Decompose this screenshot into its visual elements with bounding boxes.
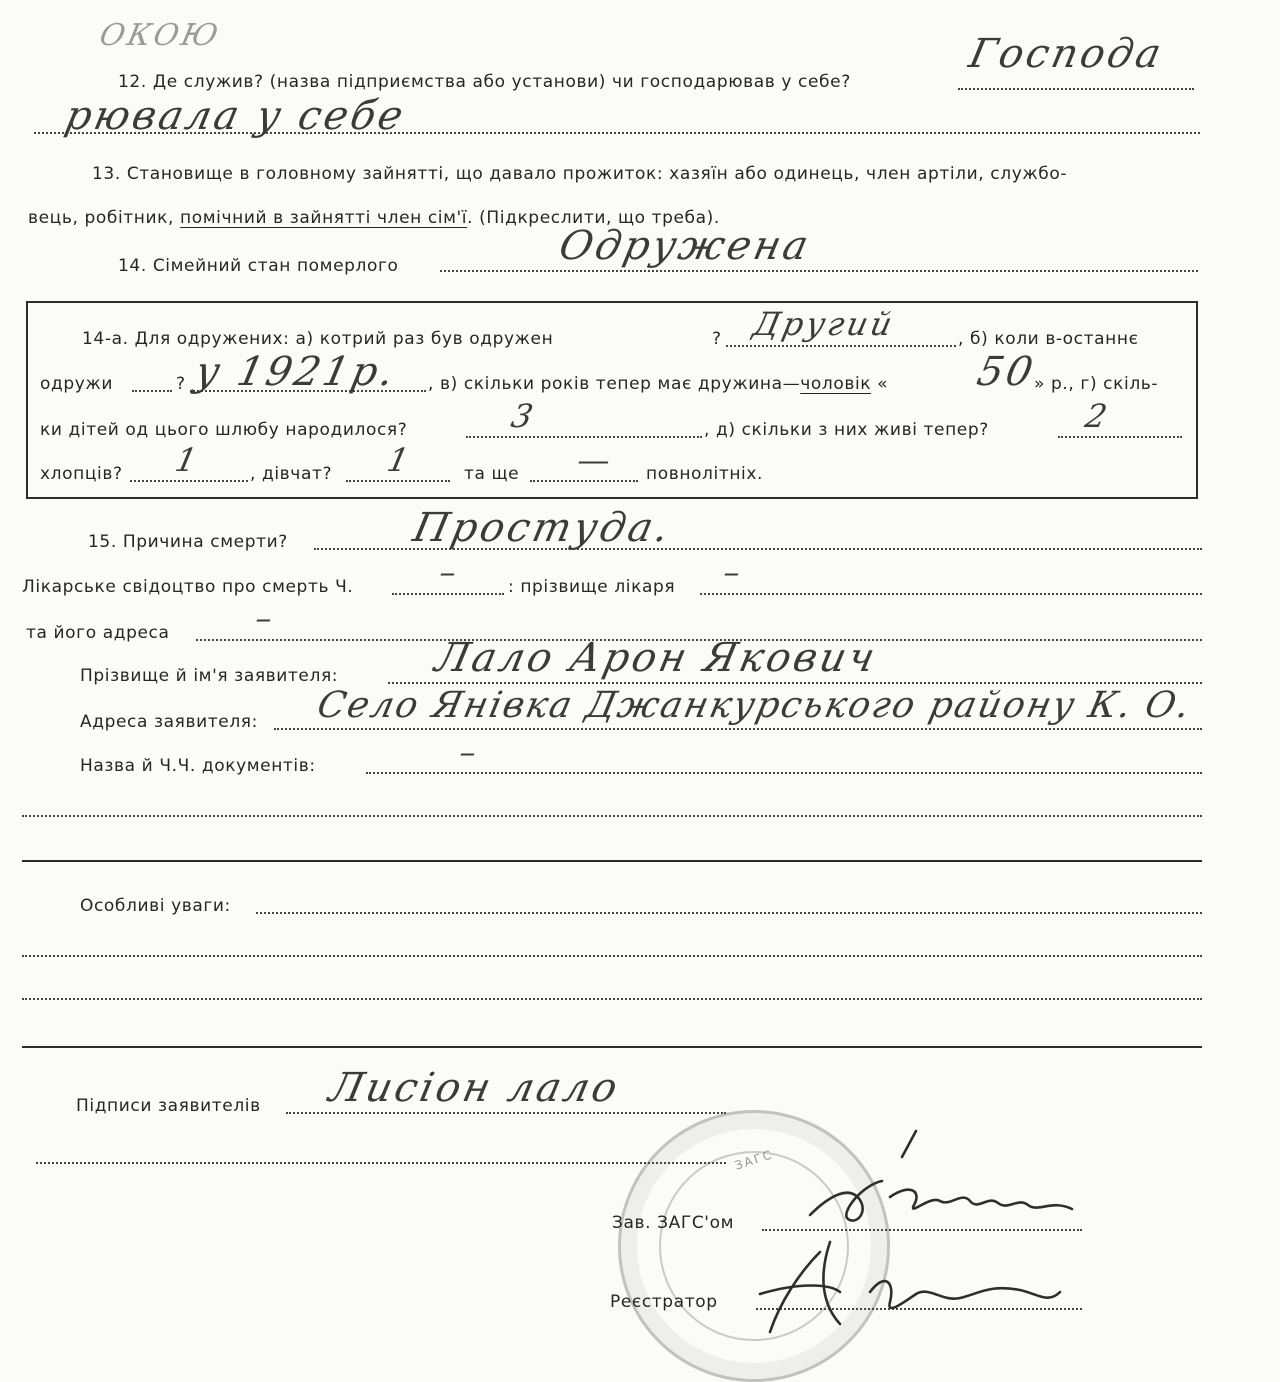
q14a-line2-q: ? — [176, 374, 186, 394]
medical-doctor-line — [700, 593, 1202, 595]
q13-options-b: . (Підкреслити, що треба). — [467, 208, 720, 228]
q14a-line1-a: 14-а. Для одружених: а) котрий раз був одружен — [82, 329, 554, 349]
q14a-line1-dots — [726, 345, 956, 347]
q14a-ans-boys: 1 — [171, 441, 204, 479]
signatures-value: Лисіон лало — [325, 1065, 625, 1111]
section-divider-1 — [22, 860, 1202, 862]
declarant-address-line — [274, 728, 1202, 730]
head-label: Зав. ЗАГС'ом — [612, 1213, 735, 1233]
medical-num-line — [392, 593, 504, 595]
q14a-ans-more: — — [573, 441, 618, 479]
declarant-docs-value: – — [455, 733, 484, 771]
head-signature — [790, 1125, 1090, 1240]
q14a-ans-born: 3 — [507, 397, 540, 435]
docs-line-2 — [22, 815, 1202, 817]
medical-label-a: Лікарське свідоцтво про смерть Ч. — [22, 577, 354, 597]
q14a-line3-dots-a — [466, 436, 702, 438]
q12-answer-1: Господа — [965, 31, 1168, 77]
q14a-line4-dots-c — [530, 480, 638, 482]
remarks-line-1 — [256, 912, 1202, 914]
remarks-label: Особливі уваги: — [80, 896, 231, 916]
q12-answer-2: рювала у себе — [61, 93, 410, 139]
medical-doctor-answer: – — [719, 553, 748, 591]
q14-line — [440, 270, 1198, 272]
medical-num-answer: – — [435, 553, 464, 591]
q14a-ans-alive: 2 — [1081, 397, 1114, 435]
q14a-line2-a: одружи — [40, 374, 113, 394]
official-stamp-text: ЗАГС — [732, 1147, 775, 1173]
q14a-line4-c: та ще — [464, 464, 520, 484]
medical-address-answer: – — [251, 599, 280, 637]
declarant-docs-label: Назва й Ч.Ч. документів: — [80, 756, 316, 776]
q14a-line1-b: , б) коли в-останнє — [958, 329, 1139, 349]
q14a-line4-a: хлопців? — [40, 464, 123, 484]
q14a-line3-a: ки дітей од цього шлюбу народилося? — [40, 420, 408, 440]
medical-address-label: та його адреса — [26, 623, 170, 643]
remarks-line-2 — [22, 955, 1202, 957]
q14a-ans-when: у 1921р. — [191, 349, 401, 395]
q14a-line2-c: « — [871, 374, 889, 394]
q14a-line2-b — [428, 374, 888, 394]
medical-label-b: : прізвище лікаря — [508, 577, 676, 597]
q13-label-line1: 13. Становище в головному зайнятті, що давало прожиток: хазяїн або одинець, член артіли, службо- — [92, 164, 1068, 184]
q14a-line3-dots-b — [1058, 436, 1182, 438]
declarant-address-label: Адреса заявителя: — [80, 712, 258, 732]
q14a-line2-b-text: , в) скільки років тепер має дружина— — [428, 374, 801, 394]
q14a-ans-which: Другий — [749, 305, 899, 343]
remarks-line-3 — [22, 998, 1202, 1000]
q14-label: 14. Сімейний стан померлого — [118, 256, 399, 276]
declarant-address-value: Село Янівка Джанкурського району К. О. — [313, 685, 1196, 726]
q14a-line4-dots-a — [130, 480, 248, 482]
declarant-name-value: Лало Арон Якович — [431, 635, 882, 681]
declarant-docs-line — [366, 772, 1202, 774]
declarant-name-label: Прізвище й ім'я заявителя: — [80, 666, 339, 686]
q14a-line2-dots-a — [132, 390, 172, 392]
q12-line-1 — [958, 88, 1194, 90]
q15-label: 15. Причина смерти? — [88, 532, 288, 552]
q14a-line3-b: , д) скільки з них живі тепер? — [704, 420, 989, 440]
signatures-label: Підписи заявителів — [76, 1096, 261, 1116]
q14a-line2-d: » р., г) скіль- — [1034, 374, 1159, 394]
q14a-ans-girls: 1 — [383, 441, 416, 479]
q15-answer: Простуда. — [409, 505, 676, 551]
q14a-husband-underlined: чоловік — [800, 374, 872, 394]
q14a-ans-age: 50 — [973, 349, 1040, 395]
q14a-line4-b: , дівчат? — [250, 464, 333, 484]
registrar-label: Реєстратор — [610, 1292, 718, 1312]
section-divider-2 — [22, 1046, 1202, 1048]
q12-label: 12. Де служив? (назва підприємства або установи) чи господарював у себе? — [118, 72, 851, 92]
registrar-signature — [720, 1232, 1080, 1342]
q13-options-a: вець, робітник, — [28, 208, 181, 228]
signatures-line-2 — [36, 1162, 726, 1164]
q14a-line4-d: повнолітніх. — [646, 464, 764, 484]
q14-answer: Одружена — [555, 223, 816, 269]
corner-note: ОКОЮ — [96, 18, 225, 53]
q13-selected-option: помічний в зайнятті член сім'ї — [180, 208, 468, 228]
q14a-line1-q: ? — [712, 329, 722, 349]
signatures-line-1 — [286, 1112, 726, 1114]
q14a-line4-dots-b — [346, 480, 450, 482]
